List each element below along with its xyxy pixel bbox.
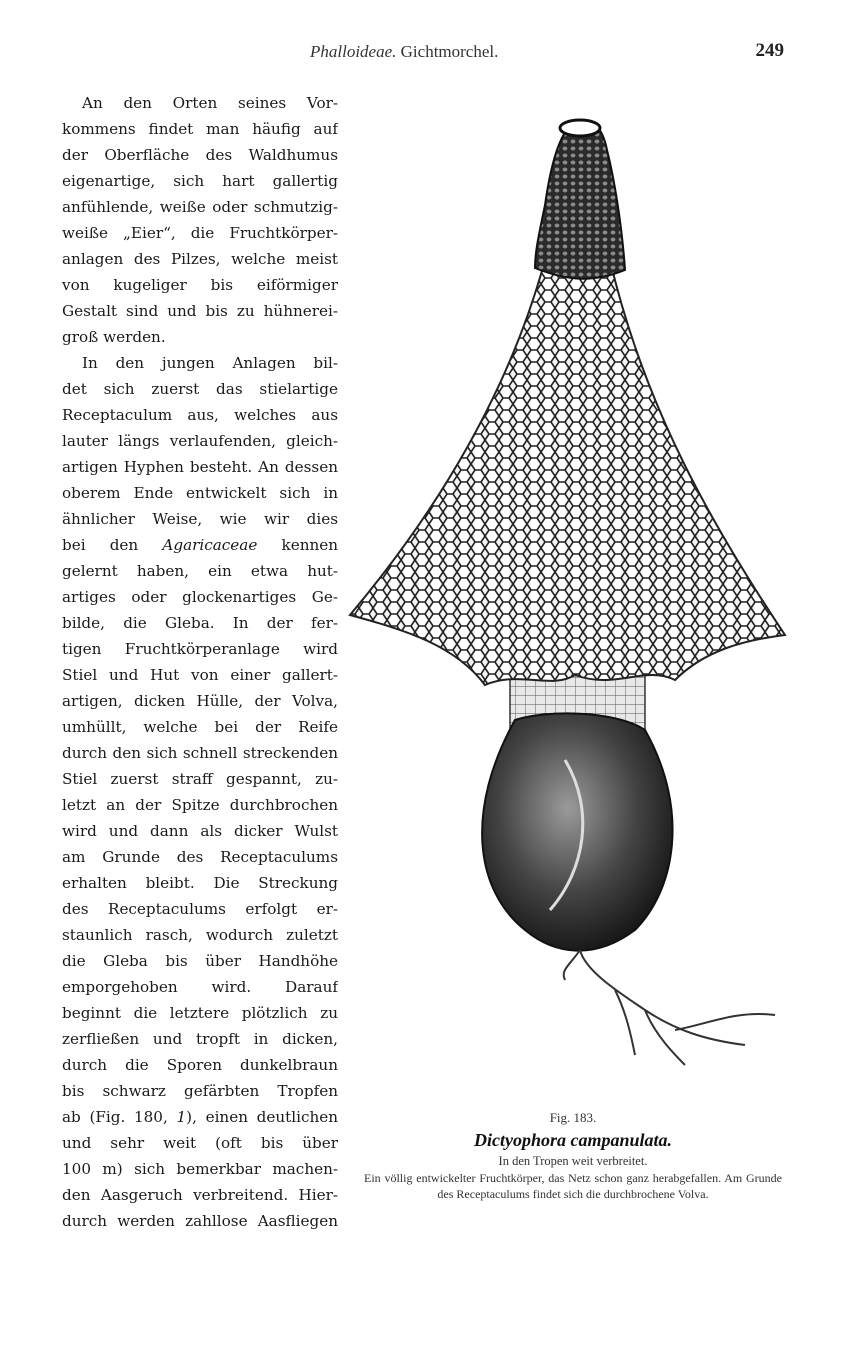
- text-line: die Gleba bis über Handhöhe: [62, 952, 338, 970]
- text-line: den Aasgeruch verbreitend. Hier-: [62, 1186, 338, 1204]
- text-line: anlagen des Pilzes, welche meist: [62, 250, 338, 268]
- text-line: Stiel zuerst straff gespannt, zu-: [62, 770, 338, 788]
- text-line: beginnt die letztere plötzlich zu: [62, 1004, 338, 1022]
- cap-opening: [560, 120, 600, 136]
- species-name: Dictyophora campanulata.: [473, 1130, 672, 1150]
- text-line: groß werden.: [62, 328, 166, 346]
- text-line: durch die Sporen dunkelbraun: [62, 1056, 338, 1074]
- taxon-name: Agaricaceae: [162, 536, 258, 554]
- figure-caption: [358, 1108, 788, 1202]
- text-segment: ), einen deutlichen: [186, 1108, 338, 1126]
- text-line: kommens findet man häufig auf: [62, 120, 338, 138]
- text-line: Gestalt sind und bis zu hühnerei-: [62, 302, 338, 320]
- text-line-mixed: [62, 532, 338, 558]
- running-title-german: Gichtmorchel.: [400, 42, 499, 61]
- text-line: anfühlende, weiße oder schmutzig-: [62, 198, 338, 216]
- text-line: emporgehoben wird. Darauf: [62, 978, 338, 996]
- text-line: durch werden zahllose Aasfliegen: [62, 1212, 338, 1230]
- figure-number: Fig. 183.: [549, 1110, 597, 1125]
- mycelium-roots: [564, 950, 775, 1065]
- indusium-net: [350, 260, 785, 685]
- text-line: bilde, die Gleba. In der fer-: [62, 614, 338, 632]
- mushroom-illustration: [345, 110, 795, 1070]
- volva: [482, 713, 672, 950]
- text-segment: kennen: [281, 536, 338, 554]
- text-line: zerfließen und tropft in dicken,: [62, 1030, 338, 1048]
- text-line: gelernt haben, ein etwa hut-: [62, 562, 338, 580]
- text-line: durch den sich schnell streckenden: [62, 744, 338, 762]
- caption-description: Ein völlig entwickelter Fruchtkörper, das Netz schon ganz herabgefallen. Am Grunde des Receptaculums findet sich die durchbrochene Volva.: [364, 1171, 782, 1201]
- text-line: von kugeliger bis eiförmiger: [62, 276, 338, 294]
- text-line: des Receptaculums erfolgt er-: [62, 900, 338, 918]
- text-line: Receptaculum aus, welches aus: [62, 406, 338, 424]
- text-line: Stiel und Hut von einer gallert-: [62, 666, 338, 684]
- text-line: artigen Hyphen besteht. An dessen: [62, 458, 338, 476]
- text-line: ähnlicher Weise, wie wir dies: [62, 510, 338, 528]
- gleba-cap: [535, 122, 625, 279]
- body-text-column: [62, 90, 338, 1234]
- text-line: bis schwarz gefärbten Tropfen: [62, 1082, 338, 1100]
- text-line: lauter längs verlaufenden, gleich-: [62, 432, 338, 450]
- text-line: artiges oder glockenartiges Ge-: [62, 588, 338, 606]
- text-line: An den Orten seines Vor-: [82, 94, 338, 112]
- text-segment: bei den: [62, 536, 139, 554]
- text-line: umhüllt, welche bei der Reife: [62, 718, 338, 736]
- text-line: 100 m) sich bemerkbar machen-: [62, 1160, 338, 1178]
- text-line: und sehr weit (oft bis über: [62, 1134, 338, 1152]
- text-line: erhalten bleibt. Die Streckung: [62, 874, 338, 892]
- text-line: weiße „Eier“, die Fruchtkörper-: [62, 224, 338, 242]
- text-segment: ab (Fig. 180,: [62, 1108, 168, 1126]
- caption-subtitle: In den Tropen weit verbreitet.: [498, 1154, 648, 1168]
- text-line: oberem Ende entwickelt sich in: [62, 484, 338, 502]
- text-line-mixed: [62, 1104, 338, 1130]
- text-line: letzt an der Spitze durchbrochen: [62, 796, 338, 814]
- page-number: 249: [755, 40, 784, 61]
- running-title-latin: Phalloideae.: [310, 42, 397, 61]
- figure-ref-number: 1: [176, 1108, 187, 1126]
- running-title: [310, 42, 498, 62]
- text-line: staunlich rasch, wodurch zuletzt: [62, 926, 338, 944]
- text-line: artigen, dicken Hülle, der Volva,: [62, 692, 338, 710]
- text-line: tigen Fruchtkörperanlage wird: [62, 640, 338, 658]
- text-line: eigenartige, sich hart gallertig: [62, 172, 338, 190]
- running-header: [60, 42, 788, 66]
- text-line: der Oberfläche des Waldhumus: [62, 146, 338, 164]
- text-line: det sich zuerst das stielartige: [62, 380, 338, 398]
- text-line: In den jungen Anlagen bil-: [82, 354, 338, 372]
- text-line: am Grunde des Receptaculums: [62, 848, 338, 866]
- text-line: wird und dann als dicker Wulst: [62, 822, 338, 840]
